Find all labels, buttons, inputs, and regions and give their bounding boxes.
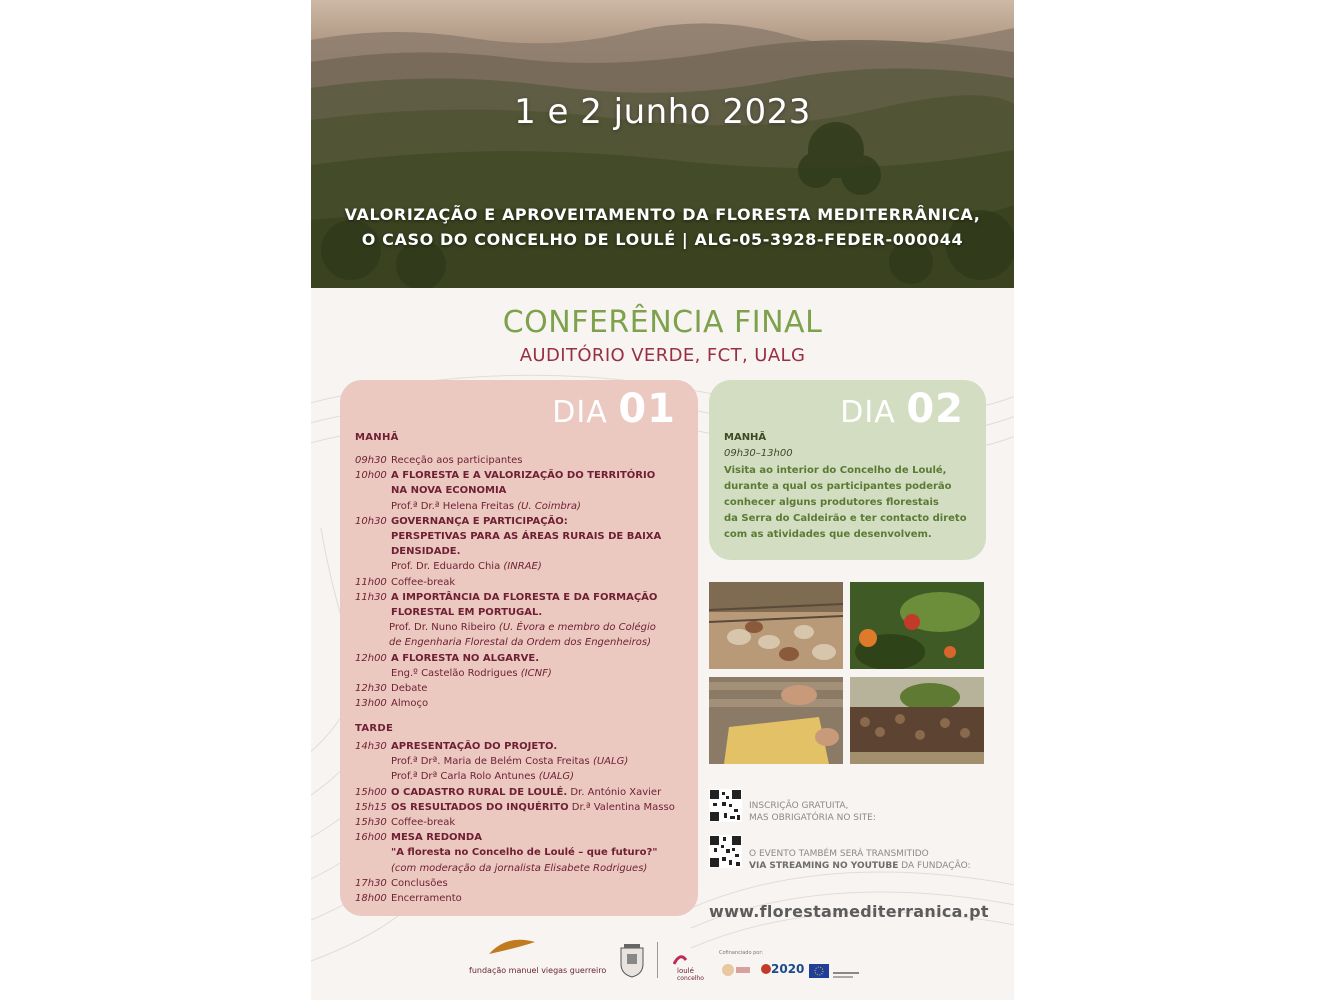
speaker-org: (U. Évora e membro do Colégio [498, 622, 656, 634]
item-title: A FLORESTA E A VALORIZAÇÃO DO TERRITÓRIO [391, 470, 656, 482]
day2-number: 02 [906, 386, 964, 432]
program-item [355, 891, 695, 906]
round-table-question: "A floresta no Concelho de Loulé – que futuro?" [391, 847, 658, 859]
item-speaker-row [355, 769, 695, 784]
speaker-org-cont: de Engenharia Florestal da Ordem dos Engenheiros) [389, 637, 651, 649]
registration-qr-code[interactable] [709, 789, 742, 822]
portugal-2020-label: 2020 [771, 962, 805, 976]
program-item [355, 681, 695, 696]
eu-flag-logo [809, 963, 829, 982]
program-item [355, 453, 695, 468]
registration-line1: INSCRIÇÃO GRATUITA, [749, 801, 849, 811]
poster [311, 0, 1014, 1000]
leaf-icon [487, 938, 537, 956]
item-title: OS RESULTADOS DO INQUÉRITO [391, 801, 569, 813]
day1-morning-label: MANHÃ [355, 432, 399, 443]
day2-label: DIA [840, 395, 896, 430]
loule-name: loulé [677, 967, 694, 975]
item-time: 16h00 [355, 832, 387, 844]
speaker-org: (U. Coimbra) [517, 500, 581, 512]
program-item [355, 876, 695, 891]
speaker: Prof. Dr. Nuno Ribeiro [389, 622, 496, 634]
speaker-org: (UALG) [592, 756, 629, 768]
item-time: 18h00 [355, 893, 387, 905]
day1-afternoon-program [355, 739, 695, 906]
item-title-cont: NA NOVA ECONOMIA [391, 485, 507, 497]
streaming-line2 [749, 860, 971, 872]
speaker: Dr. António Xavier [570, 786, 662, 798]
item-text: Coffee-break [391, 817, 456, 829]
streaming-qr-code[interactable] [709, 835, 742, 868]
day1-label: DIA [552, 395, 608, 430]
conference-venue: AUDITÓRIO VERDE, FCT, UALG [519, 345, 806, 366]
item-time: 11h30 [355, 591, 387, 603]
item-text: Debate [391, 683, 428, 695]
program-item [355, 739, 695, 754]
day2-line: durante a qual os participantes poderão [724, 481, 952, 492]
speaker: Prof.ª Drª Carla Rolo Antunes [391, 771, 536, 783]
speaker: Prof. Dr. Eduardo Chia [391, 561, 501, 573]
round-table-note: (com moderação da jornalista Elisabete Rodrigues) [391, 862, 648, 874]
photo-goats [709, 582, 843, 669]
day1-afternoon-label: TARDE [355, 723, 394, 734]
day2-heading [840, 386, 964, 432]
item-speaker-row [355, 754, 695, 769]
photo-cork-stacks [850, 677, 984, 764]
item-time: 11h00 [355, 576, 387, 588]
loule-subtitle: concelho [677, 975, 704, 982]
item-text: Conclusões [391, 877, 448, 889]
day2-line: com as atividades que desenvolvem. [724, 529, 932, 540]
registration-text [749, 800, 876, 824]
item-title-cont: PERSPETIVAS PARA AS ÁREAS RURAIS DE BAIXA [391, 531, 662, 543]
cofinanced-label: Cofinanciado por: [719, 950, 764, 956]
program-item [355, 830, 695, 845]
item-title: A IMPORTÂNCIA DA FLORESTA E DA FORMAÇÃO [391, 591, 658, 603]
item-title: GOVERNANÇA E PARTICIPAÇÃO: [391, 515, 568, 527]
day2-time: 09h30–13h00 [724, 448, 793, 459]
item-text: Receção aos participantes [391, 455, 523, 466]
item-title: MESA REDONDA [391, 832, 482, 844]
streaming-text [749, 848, 971, 872]
item-text: Almoço [391, 698, 429, 710]
day1-heading [552, 386, 676, 432]
speaker: Prof.ª Dr.ª Helena Freitas [391, 500, 515, 512]
program-item [355, 651, 695, 666]
streaming-line2-bold: VIA STREAMING NO YOUTUBE [749, 861, 899, 871]
speaker-org: (INRAE) [503, 561, 542, 573]
speaker: Eng.º Castelão Rodrigues [391, 667, 518, 679]
day1-number: 01 [618, 386, 676, 432]
item-time: 15h00 [355, 786, 387, 798]
foundation-name: fundação manuel viegas guerreiro [469, 966, 607, 975]
website-link[interactable]: www.florestamediterranica.pt [709, 902, 989, 921]
item-time: 13h00 [355, 698, 387, 710]
eu-text-logo [833, 966, 863, 985]
program-item [355, 696, 695, 711]
item-speaker-row [355, 499, 695, 514]
streaming-line1: O EVENTO TAMBÉM SERÁ TRANSMITIDO [749, 849, 929, 859]
item-time: 10h30 [355, 515, 387, 527]
day2-line: da Serra do Caldeirão e ter contacto direto [724, 513, 967, 524]
item-title-cont: DENSIDADE. [391, 546, 461, 558]
algarve-2020-logo [721, 962, 751, 981]
item-title: O CADASTRO RURAL DE LOULÉ. [391, 786, 568, 798]
program-item [355, 590, 695, 605]
item-speaker-row [355, 620, 695, 635]
item-text: Encerramento [391, 893, 462, 905]
photo-arbutus-fruit [850, 582, 984, 669]
project-title-line2: O CASO DO CONCELHO DE LOULÉ | ALG-05-3928-FEDER-000044 [361, 230, 964, 249]
logo-divider [657, 942, 658, 978]
item-speaker-row [355, 666, 695, 681]
conference-title: CONFERÊNCIA FINAL [502, 305, 823, 340]
day1-morning-program [355, 453, 695, 711]
item-time: 15h30 [355, 817, 387, 829]
day2-morning-label: MANHÃ [724, 432, 767, 443]
program-item [355, 785, 695, 800]
program-item [355, 514, 695, 529]
day1-panel [340, 380, 698, 916]
speaker-org: (UALG) [538, 771, 575, 783]
day2-line: Visita ao interior do Concelho de Loulé, [724, 465, 947, 476]
program-item [355, 815, 695, 830]
item-time: 17h30 [355, 877, 387, 889]
photo-cork-processing [709, 677, 843, 764]
item-title: A FLORESTA NO ALGARVE. [391, 652, 540, 664]
event-date: 1 e 2 junho 2023 [514, 92, 811, 132]
program-item [355, 800, 695, 815]
item-title: APRESENTAÇÃO DO PROJETO. [391, 741, 558, 752]
registration-line2: MAS OBRIGATÓRIA NO SITE: [749, 813, 876, 823]
speaker-org: (ICNF) [520, 667, 552, 679]
program-item [355, 575, 695, 590]
item-time: 09h30 [355, 455, 387, 466]
item-time: 15h15 [355, 801, 387, 813]
streaming-line2-rest: DA FUNDAÇÃO: [898, 861, 971, 871]
item-time: 12h00 [355, 652, 387, 664]
program-item [355, 468, 695, 483]
item-text: Coffee-break [391, 576, 456, 588]
item-speaker-row [355, 559, 695, 574]
hero-landscape-image [311, 0, 1014, 288]
speaker: Prof.ª Drª. Maria de Belém Costa Freitas [391, 756, 590, 768]
municipality-crest-logo [618, 944, 646, 982]
item-time: 10h00 [355, 470, 387, 482]
item-time: 12h30 [355, 683, 387, 695]
item-title-cont: FLORESTAL EM PORTUGAL. [391, 607, 543, 619]
speaker: Dr.ª Valentina Masso [571, 801, 675, 813]
day2-description [724, 463, 974, 543]
day2-line: conhecer alguns produtores florestais [724, 497, 939, 508]
project-title-line1: VALORIZAÇÃO E APROVEITAMENTO DA FLORESTA MEDITERRÂNICA, [344, 205, 981, 224]
item-time: 14h30 [355, 741, 387, 752]
day2-panel [709, 380, 986, 560]
